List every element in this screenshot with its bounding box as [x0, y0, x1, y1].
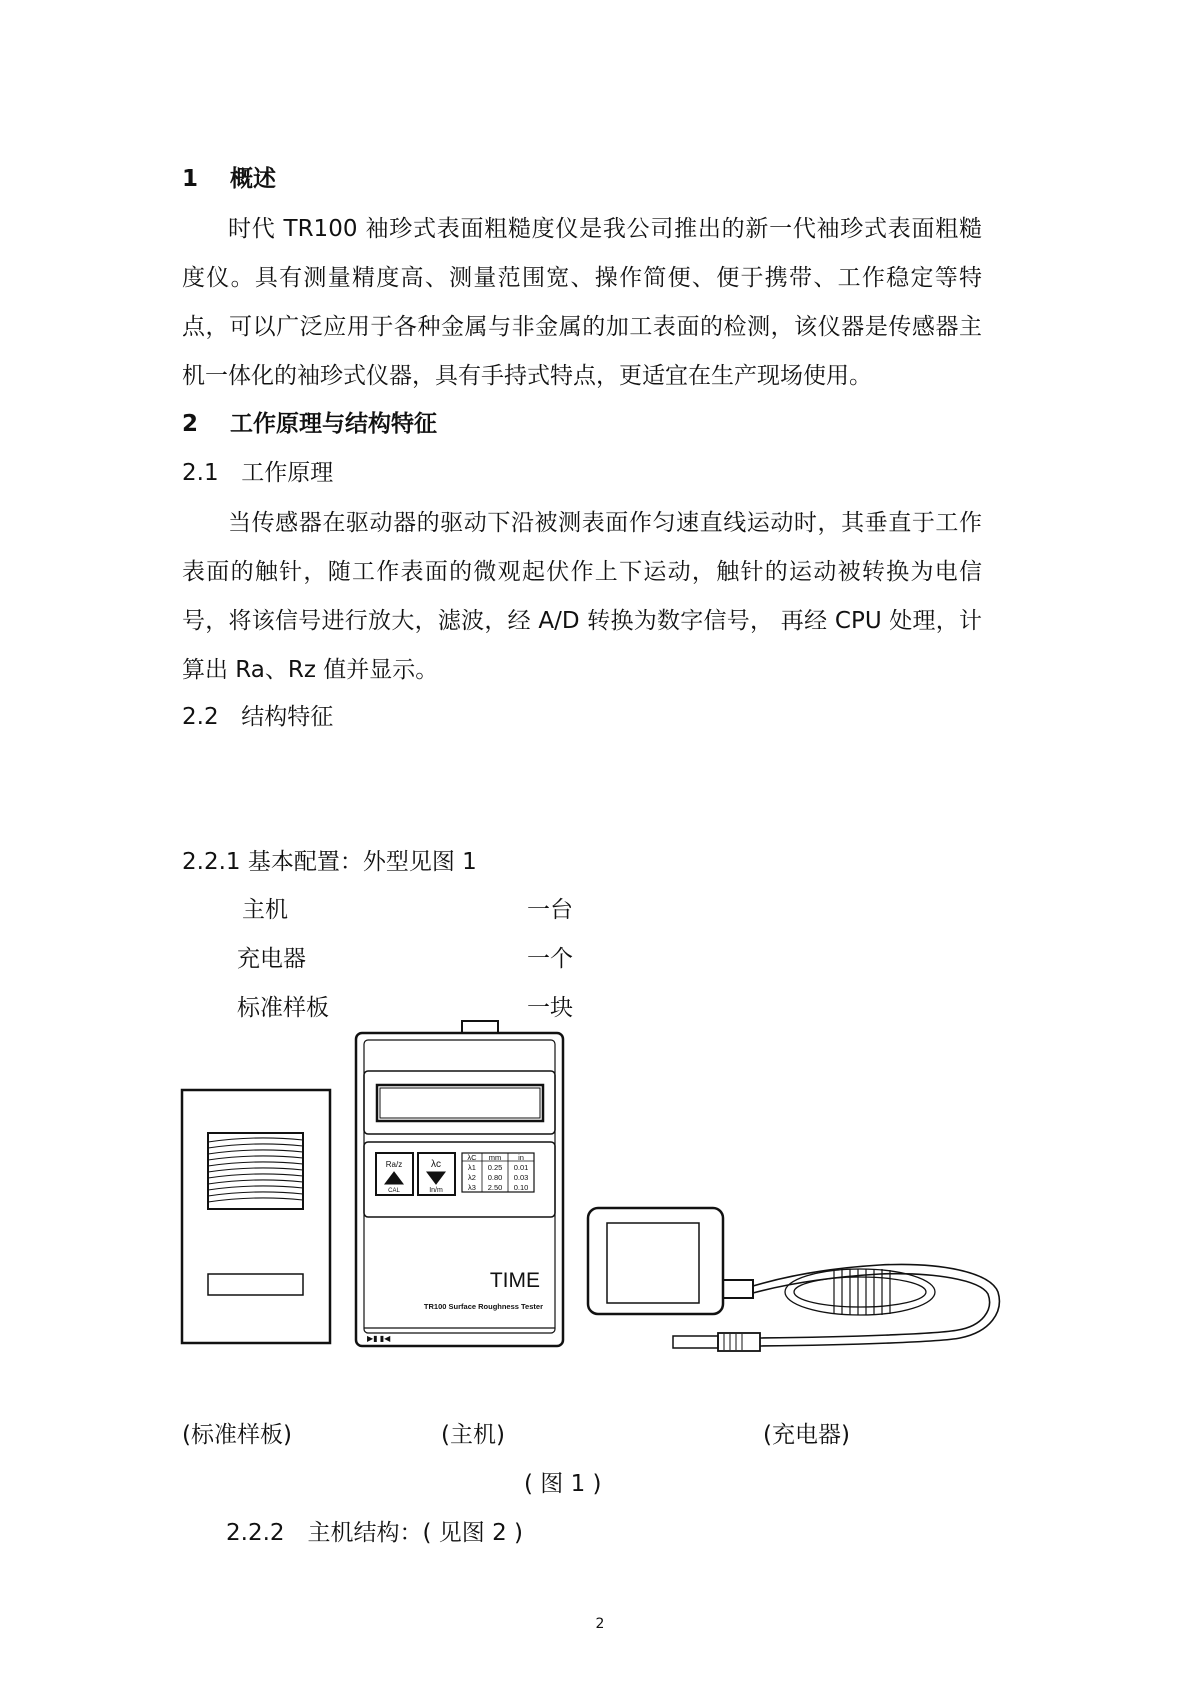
- config-item-qty: 一块: [527, 995, 573, 1021]
- figure-1-label: ( 图 1 ): [524, 1471, 602, 1497]
- section-2-2-1-heading: 2.2.1 基本配置：外型见图 1: [182, 849, 477, 875]
- section-2-1-title: 工作原理: [241, 460, 334, 486]
- standard-sample-drawing: [182, 1090, 330, 1343]
- main-unit-drawing: [356, 1021, 563, 1346]
- cutoff-row-2-in: 0.03: [513, 1173, 529, 1182]
- config-item-name: 标准样板: [237, 995, 329, 1021]
- cutoff-header-mm: mm: [488, 1153, 502, 1162]
- section-1-title: 概述: [230, 166, 277, 192]
- cutoff-table: [467, 1153, 528, 1192]
- in-m-button-label: In/m: [429, 1187, 443, 1194]
- config-item-name: 充电器: [237, 946, 306, 972]
- cutoff-row-3-label: λ3: [468, 1183, 476, 1192]
- section-2-2-title: 结构特征: [241, 704, 334, 730]
- config-item-qty: 一台: [527, 897, 573, 923]
- cutoff-row-1-in: 0.01: [513, 1163, 529, 1172]
- cal-button-label: CAL: [388, 1188, 400, 1194]
- cutoff-row-3-mm: 2.50: [487, 1183, 503, 1192]
- ra-rz-button-label: Ra/z: [385, 1160, 403, 1169]
- cutoff-row-2-label: λ2: [468, 1173, 476, 1182]
- section-2-title: 工作原理与结构特征: [230, 411, 438, 437]
- config-item-name: 主机: [242, 897, 288, 923]
- overview-text: 时代 TR100 袖珍式表面粗糙度仪是我公司推出的新一代袖珍式表面粗糙度仪。具有测量精度高、测量范围宽、操作简便、便于携带、工作稳定等特点，可以广泛应用于各种金属与非金属的加工表面的检测，该仪器是传感器主机一体化的袖珍式仪器，具有手持式特点，更适宜在生产现场使用。: [182, 216, 982, 389]
- principle-text: 当传感器在驱动器的驱动下沿被测表面作匀速直线运动时，其垂直于工作表面的触针，随工作表面的微观起伏作上下运动，触针的运动被转换为电信号，将该信号进行放大，滤波，经 A/D 转换为数字信号， 再经 CPU 处理，计算出 Ra、Rz 值并显示。: [182, 510, 982, 683]
- charger-drawing: [588, 1208, 999, 1351]
- section-2-2-2-heading: 2.2.2 主机结构：( 见图 2 ): [226, 1520, 524, 1546]
- caption-charger: (充电器): [763, 1422, 850, 1448]
- section-2-number: 2: [182, 411, 199, 437]
- cutoff-row-1-label: λ1: [468, 1163, 476, 1172]
- cutoff-header-lc: λC: [467, 1153, 477, 1162]
- caption-standard-sample: (标准样板): [182, 1422, 292, 1448]
- device-model: TR100 Surface Roughness Tester: [423, 1302, 543, 1311]
- cutoff-row-3-in: 0.10: [513, 1183, 529, 1192]
- section-2-2-number: 2.2: [182, 704, 219, 730]
- device-brand: TIME: [489, 1269, 540, 1292]
- page-number: 2: [595, 1616, 605, 1632]
- device-port-symbols: ▶▮ ▮◀: [367, 1334, 391, 1343]
- config-item-qty: 一个: [527, 946, 573, 972]
- caption-main-unit: (主机): [441, 1422, 505, 1448]
- cutoff-row-2-mm: 0.80: [487, 1173, 503, 1182]
- cutoff-row-1-mm: 0.25: [487, 1163, 503, 1172]
- cutoff-header-in: in: [518, 1153, 524, 1162]
- section-2-1-number: 2.1: [182, 460, 219, 486]
- section-1-number: 1: [182, 166, 199, 192]
- lambda-c-button-label: λc: [431, 1159, 441, 1170]
